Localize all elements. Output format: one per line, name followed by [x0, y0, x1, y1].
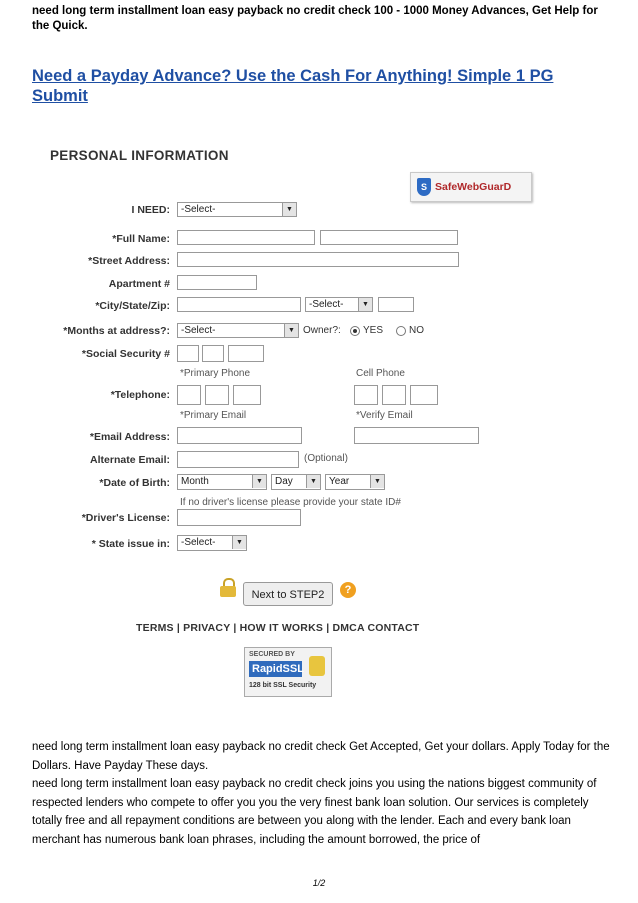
email-label: *Email Address:: [89, 431, 170, 443]
body-text: [32, 738, 612, 849]
state-issue-select[interactable]: [177, 535, 247, 551]
chevron-down-icon: ▼: [284, 324, 298, 337]
dob-day-select[interactable]: [271, 474, 321, 490]
next-step-button[interactable]: Next to STEP2: [243, 582, 333, 606]
phone-line-field[interactable]: [233, 385, 261, 405]
ssl-strength: 128 bit SSL Security: [249, 682, 317, 689]
cell-line-field[interactable]: [410, 385, 438, 405]
i-need-label: I NEED:: [131, 204, 170, 216]
chevron-down-icon: ▼: [252, 475, 266, 488]
primary-email-hint: *Primary Email: [180, 410, 247, 421]
dob-year-select[interactable]: [325, 474, 385, 490]
section-title: PERSONAL INFORMATION: [50, 148, 229, 163]
months-label: *Months at address?:: [63, 325, 170, 337]
alt-email-label: Alternate Email:: [90, 454, 170, 466]
street-field[interactable]: [177, 252, 459, 267]
ssn-part-2-field[interactable]: [202, 345, 224, 362]
verify-email-hint: *Verify Email: [356, 410, 413, 421]
full-name-label: *Full Name:: [112, 233, 170, 245]
license-note: If no driver's license please provide your state ID#: [180, 497, 401, 508]
lock-icon: [220, 578, 236, 596]
safewebguard-text: SafeWebGuarD: [435, 181, 512, 193]
state-select-value: -Select-: [309, 299, 344, 310]
license-label: *Driver's License:: [81, 512, 170, 524]
chevron-down-icon: ▼: [358, 298, 372, 311]
chevron-down-icon: ▼: [232, 536, 246, 549]
license-field[interactable]: [177, 509, 301, 526]
dob-month-select[interactable]: [177, 474, 267, 490]
owner-label: Owner?:: [303, 325, 341, 336]
optional-hint: (Optional): [304, 453, 348, 464]
ssn-part-3-field[interactable]: [228, 345, 264, 362]
chevron-down-icon: ▼: [306, 475, 320, 488]
i-need-select-value: -Select-: [181, 204, 216, 215]
dob-year-value: Year: [329, 476, 350, 487]
ssn-part-1-field[interactable]: [177, 345, 199, 362]
paragraph-1: need long term installment loan easy payback no credit check Get Accepted, Get your dollars. Apply Today for the Dollars. Have Payday These days.: [32, 741, 610, 772]
ssn-label: *Social Security #: [81, 348, 170, 360]
months-select[interactable]: [177, 323, 299, 338]
verify-email-field[interactable]: [354, 427, 479, 444]
dob-month-value: Month: [181, 476, 209, 487]
email-field[interactable]: [177, 427, 302, 444]
shield-icon: S: [417, 178, 431, 196]
city-label: *City/State/Zip:: [95, 300, 170, 312]
alt-email-field[interactable]: [177, 451, 299, 468]
padlock-icon: [309, 656, 325, 676]
phone-area-field[interactable]: [177, 385, 201, 405]
cell-phone-hint: Cell Phone: [356, 368, 405, 379]
owner-yes-radio[interactable]: [350, 326, 360, 336]
street-label: *Street Address:: [88, 255, 170, 267]
telephone-label: *Telephone:: [110, 389, 170, 401]
cell-prefix-field[interactable]: [382, 385, 406, 405]
dob-label: *Date of Birth:: [99, 477, 170, 489]
help-icon[interactable]: ?: [340, 582, 356, 598]
application-form-image: [40, 142, 540, 702]
owner-yes-label: YES: [363, 325, 384, 336]
document-top-title: need long term installment loan easy payback no credit check 100 - 1000 Money Advances, Get Help for the Quick.: [32, 5, 598, 32]
chevron-down-icon: ▼: [282, 203, 296, 216]
ssl-secured-by: SECURED BY: [249, 651, 295, 658]
state-issue-value: -Select-: [181, 537, 216, 548]
owner-no-radio[interactable]: [396, 326, 406, 336]
apartment-field[interactable]: [177, 275, 257, 290]
footer-links[interactable]: TERMS | PRIVACY | HOW IT WORKS | DMCA CONTACT: [136, 622, 420, 634]
rapidssl-badge: [244, 647, 332, 697]
cell-area-field[interactable]: [354, 385, 378, 405]
i-need-select[interactable]: [177, 202, 297, 217]
primary-phone-hint: *Primary Phone: [180, 368, 251, 379]
state-issue-label: * State issue in:: [91, 538, 170, 550]
apartment-label: Apartment #: [108, 278, 170, 290]
months-select-value: -Select-: [181, 325, 216, 336]
headline-link[interactable]: Need a Payday Advance? Use the Cash For Anything! Simple 1 PG Submit: [32, 67, 554, 105]
zip-field[interactable]: [378, 297, 414, 312]
ssl-brand: RapidSSL: [249, 661, 302, 677]
page-number: 1/2: [312, 878, 326, 888]
phone-prefix-field[interactable]: [205, 385, 229, 405]
city-field[interactable]: [177, 297, 301, 312]
dob-day-value: Day: [275, 476, 293, 487]
paragraph-2: need long term installment loan easy payback no credit check joins you using the nations biggest community of respected lenders who compete to offer you you the very finest bank loan solution. Our services is completely totally free and all repayment conditions are between you along with the lender. Each and every bank loan merchant has numerous bank loan phrases, including the amount borrowed, the price of: [32, 778, 597, 846]
state-select[interactable]: [305, 297, 373, 312]
chevron-down-icon: ▼: [370, 475, 384, 488]
last-name-field[interactable]: [320, 230, 458, 245]
first-name-field[interactable]: [177, 230, 315, 245]
owner-no-label: NO: [409, 325, 424, 336]
safewebguard-badge: [410, 172, 532, 202]
